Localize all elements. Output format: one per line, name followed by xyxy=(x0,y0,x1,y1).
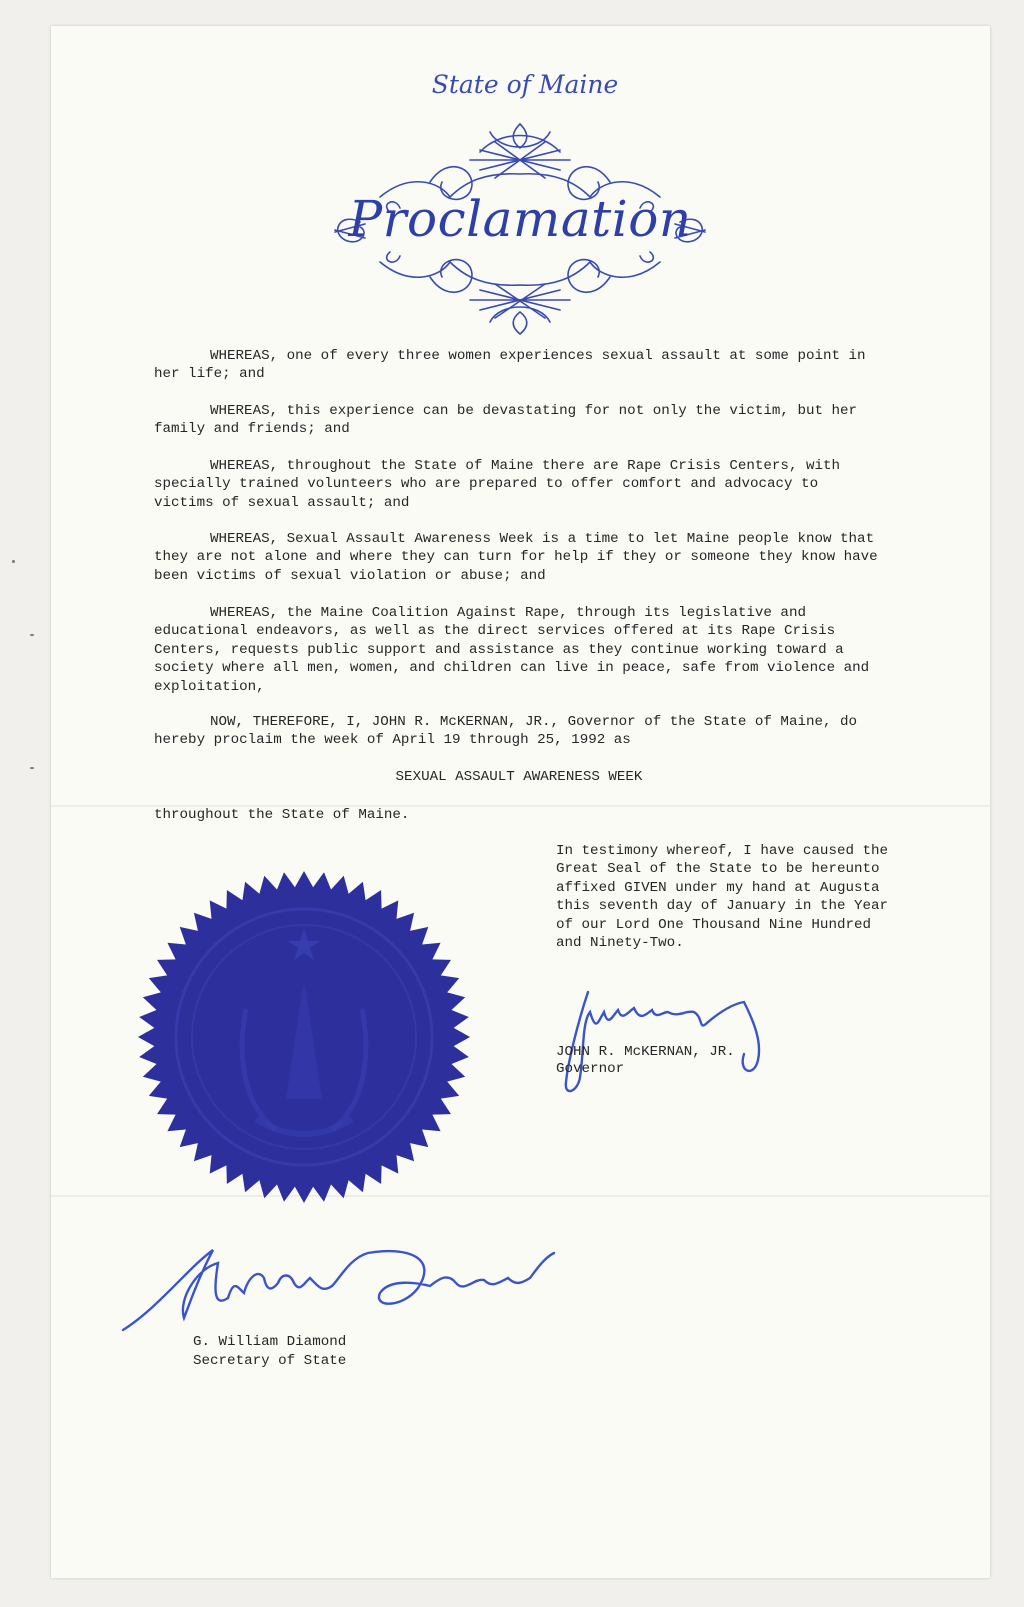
proclamation-title: Proclamation xyxy=(348,190,692,248)
secretary-signature xyxy=(118,1238,568,1338)
whereas-paragraph-5: WHEREAS, the Maine Coalition Against Rape, through its legislative and educational endeavors, as well as the direct services offered at its Rape Crisis Centers, requests public support and assistance as they continue working toward a society where all men, women, and children can live in peace, safe from violence and exploitation, xyxy=(154,605,870,695)
governor-name: JOHN R. McKERNAN, JR. xyxy=(556,1044,735,1060)
proclaimed-week-title: SEXUAL ASSAULT AWARENESS WEEK xyxy=(395,769,643,785)
state-heading: State of Maine xyxy=(431,70,619,99)
secretary-name: G. William Diamond xyxy=(193,1334,347,1350)
proclamation-paragraph: NOW, THEREFORE, I, JOHN R. McKERNAN, JR., Governor of the State of Maine, do hereby proclaim the week of April 19 through 25, 1992 as xyxy=(154,714,858,749)
testimony-paragraph: In testimony whereof, I have caused the Great Seal of the State to be hereunto affixed GIVEN under my hand at Augusta this seventh day of January in the Year of our Lord One Thousand Nine Hundred and Ninety-Two. xyxy=(556,843,889,952)
whereas-paragraph-2: WHEREAS, this experience can be devastating for not only the victim, but her family and friends; and xyxy=(154,403,858,438)
paper-speck xyxy=(30,767,34,769)
paper-speck xyxy=(12,560,15,563)
paper-speck xyxy=(30,634,34,636)
secretary-title: Secretary of State xyxy=(193,1353,347,1369)
whereas-paragraph-4: WHEREAS, Sexual Assault Awareness Week is a time to let Maine people know that they are not alone and where they can turn for help if they or someone they know have been victims of sexual violation or abuse; and xyxy=(154,531,878,584)
closing-line: throughout the State of Maine. xyxy=(154,807,410,823)
great-seal-of-maine xyxy=(136,869,472,1205)
whereas-paragraph-3: WHEREAS, throughout the State of Maine there are Rape Crisis Centers, with specially trained volunteers who are prepared to offer comfort and advocacy to victims of sexual assault; and xyxy=(154,458,841,511)
whereas-paragraph-1: WHEREAS, one of every three women experiences sexual assault at some point in her life; and xyxy=(154,348,866,383)
governor-title: Governor xyxy=(556,1061,625,1077)
governor-signature xyxy=(548,982,778,1102)
